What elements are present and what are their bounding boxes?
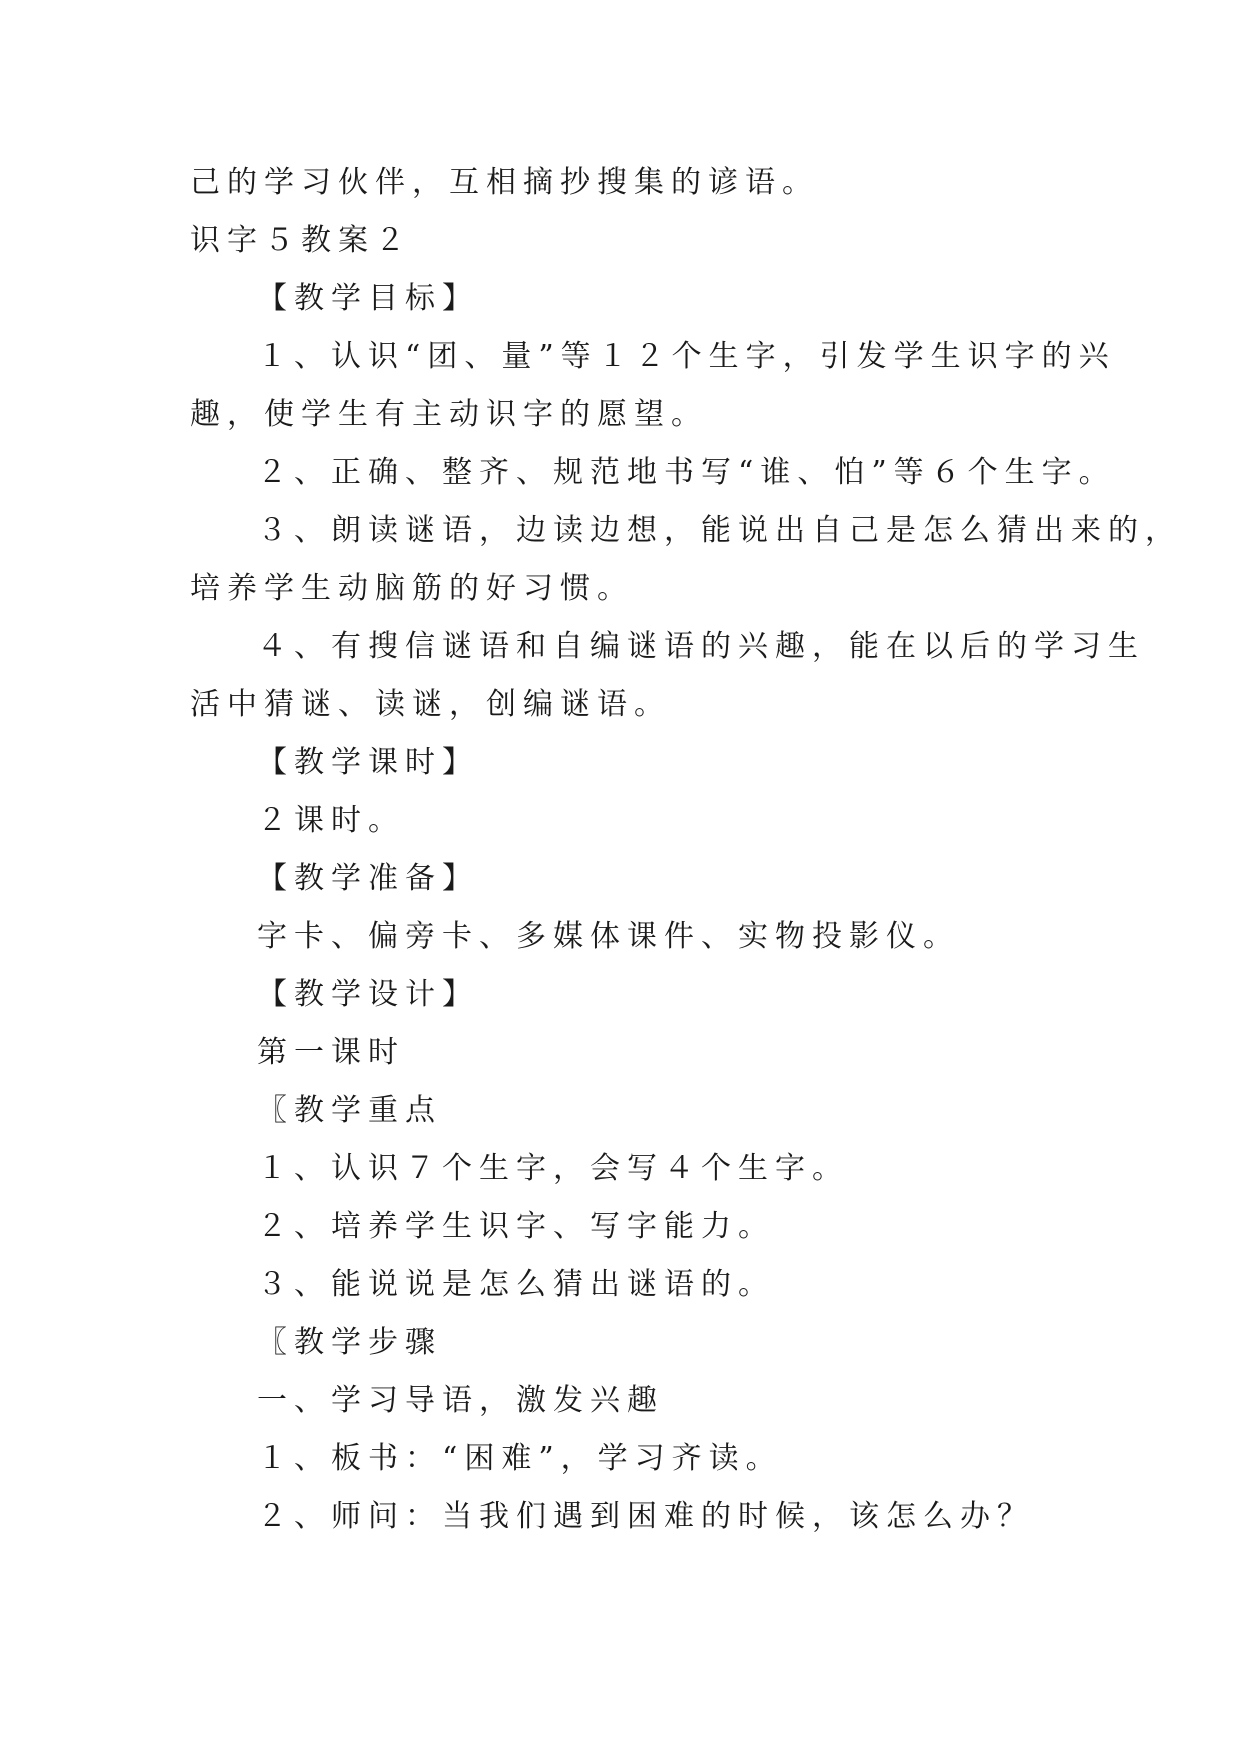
section-title: 识字５教案２	[190, 223, 412, 258]
heading-class-hours: 【教学课时】	[257, 745, 479, 780]
key-point-1: １、认识７个生字，会写４个生字。	[257, 1151, 849, 1186]
heading-steps: 〖教学步骤	[257, 1325, 442, 1360]
first-lesson-title: 第一课时	[257, 1035, 405, 1070]
heading-design: 【教学设计】	[257, 977, 479, 1012]
paragraph-continuation: 己的学习伙伴，互相摘抄搜集的谚语。	[190, 165, 819, 200]
goal-1-line-2: 趣，使学生有主动识字的愿望。	[190, 397, 708, 432]
goal-3-line-2: 培养学生动脑筋的好习惯。	[190, 571, 634, 606]
goal-2: ２、正确、整齐、规范地书写“谁、怕”等６个生字。	[257, 455, 1116, 490]
key-point-2: ２、培养学生识字、写字能力。	[257, 1209, 775, 1244]
key-point-3: ３、能说说是怎么猜出谜语的。	[257, 1267, 775, 1302]
class-hours-text: ２课时。	[257, 803, 405, 838]
preparation-text: 字卡、偏旁卡、多媒体课件、实物投影仪。	[257, 919, 960, 954]
step-1-item-2: ２、师问：当我们遇到困难的时候，该怎么办？	[257, 1499, 1034, 1534]
heading-key-points: 〖教学重点	[257, 1093, 442, 1128]
heading-teaching-goals: 【教学目标】	[257, 281, 479, 316]
goal-4-line-1: ４、有搜信谜语和自编谜语的兴趣，能在以后的学习生	[257, 629, 1145, 664]
goal-3-line-1: ３、朗读谜语，边读边想，能说出自己是怎么猜出来的，	[257, 513, 1182, 548]
goal-4-line-2: 活中猜谜、读谜，创编谜语。	[190, 687, 671, 722]
step-1-title: 一、学习导语，激发兴趣	[257, 1383, 664, 1418]
heading-preparation: 【教学准备】	[257, 861, 479, 896]
step-1-item-1: １、板书：“困难”，学习齐读。	[257, 1441, 783, 1476]
goal-1-line-1: １、认识“团、量”等１２个生字，引发学生识字的兴	[257, 339, 1116, 374]
